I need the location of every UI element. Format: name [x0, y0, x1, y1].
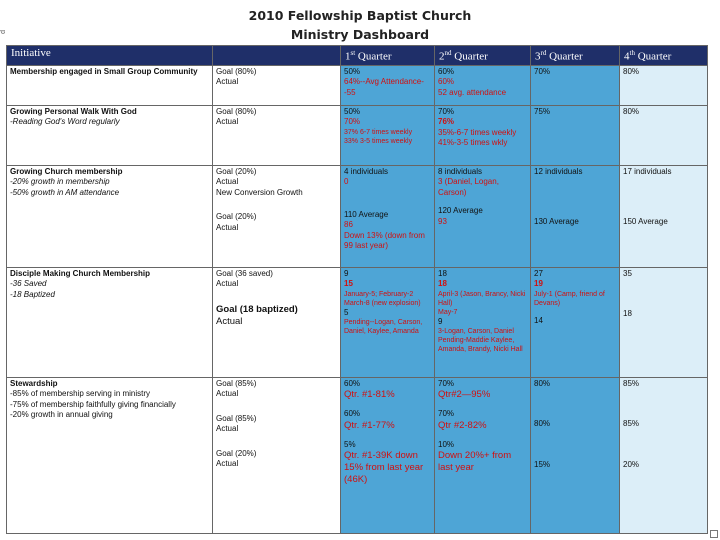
- q1-cell: 9 15 January-5; February-2 March-8 (new explosion) 5 Pending--Logan, Carson, Daniel, Kaylee, Amanda: [341, 267, 435, 377]
- row-disciple-making: [7, 267, 708, 377]
- q4-cell: 35 18: [620, 267, 708, 377]
- initiative-cell: Growing Personal Walk With God -Reading God's Word regularly: [7, 105, 213, 165]
- header-blank: [213, 46, 341, 66]
- q2-cell: 18 18 April-3 (Jason, Brancy, Nicki Hall) May-7 9 3-Logan, Carson, Daniel Pending-Maddie Kaylee, Amanda, Brandy, Nicki Hall: [435, 267, 531, 377]
- q1-cell: 60% Qtr. #1-81% 60% Qtr. #1-77% 5% Qtr. #1-39K down 15% from last year (46K): [341, 377, 435, 533]
- q4-cell: 80%: [620, 105, 708, 165]
- q3-cell: 70%: [531, 65, 620, 105]
- header-row: [7, 46, 708, 66]
- initiative-cell: Disciple Making Church Membership -36 Saved -18 Baptized: [7, 267, 213, 377]
- q2-cell: 60% 60% 52 avg. attendance: [435, 65, 531, 105]
- corner-marker: [710, 530, 718, 538]
- q4-cell: 80%: [620, 65, 708, 105]
- initiative-cell: Growing Church membership -20% growth in membership -50% growth in AM attendance: [7, 165, 213, 267]
- q2-cell: 70% Qtr#2—95% 70% Qtr #2-82% 10% Down 20%+ from last year: [435, 377, 531, 533]
- row-church-membership: [7, 165, 708, 267]
- goal-cell: Goal (80%) Actual: [213, 65, 341, 105]
- q2-cell: 70% 76% 35%-6-7 times weekly 41%-3-5 times wkly: [435, 105, 531, 165]
- goal-cell: Goal (36 saved) Actual Goal (18 baptized) Actual: [213, 267, 341, 377]
- header-q1: 1st Quarter: [341, 46, 435, 66]
- header-q4: 4th Quarter: [620, 46, 708, 66]
- goal-cell: Goal (85%) Actual Goal (85%) Actual Goal (20%) Actual: [213, 377, 341, 533]
- q1-cell: 50% 64%--Avg Attendance--55: [341, 65, 435, 105]
- q3-cell: 27 19 July-1 (Camp, friend of Devans) 14: [531, 267, 620, 377]
- row-walk-with-god: [7, 105, 708, 165]
- page-title: 2010 Fellowship Baptist Church: [248, 8, 472, 23]
- header-initiative: Initiative: [7, 46, 213, 66]
- goal-cell: Goal (20%) Actual New Conversion Growth Goal (20%) Actual: [213, 165, 341, 267]
- page-subtitle: Ministry Dashboard: [290, 27, 430, 42]
- q4-cell: 17 individuals 150 Average: [620, 165, 708, 267]
- q1-cell: 50% 70% 37% 6-7 times weekly 33% 3-5 times weekly: [341, 105, 435, 165]
- side-mark: d: [0, 30, 7, 34]
- q3-cell: 80% 80% 15%: [531, 377, 620, 533]
- header-q3: 3rd Quarter: [531, 46, 620, 66]
- header-q2: 2nd Quarter: [435, 46, 531, 66]
- row-stewardship: [7, 377, 708, 533]
- goal-cell: Goal (80%) Actual: [213, 105, 341, 165]
- q4-cell: 85% 85% 20%: [620, 377, 708, 533]
- title-block: [0, 6, 720, 44]
- initiative-cell: Stewardship -85% of membership serving in ministry -75% of membership faithfully giving financially -20% growth in annual giving: [7, 377, 213, 533]
- row-small-group: [7, 65, 708, 105]
- q3-cell: 75%: [531, 105, 620, 165]
- dashboard-table: [6, 45, 708, 534]
- q1-cell: 4 individuals 0 110 Average 86 Down 13% (down from 99 last year): [341, 165, 435, 267]
- q2-cell: 8 individuals 3 (Daniel, Logan, Carson) 120 Average 93: [435, 165, 531, 267]
- q3-cell: 12 individuals 130 Average: [531, 165, 620, 267]
- initiative-cell: Membership engaged in Small Group Community: [7, 65, 213, 105]
